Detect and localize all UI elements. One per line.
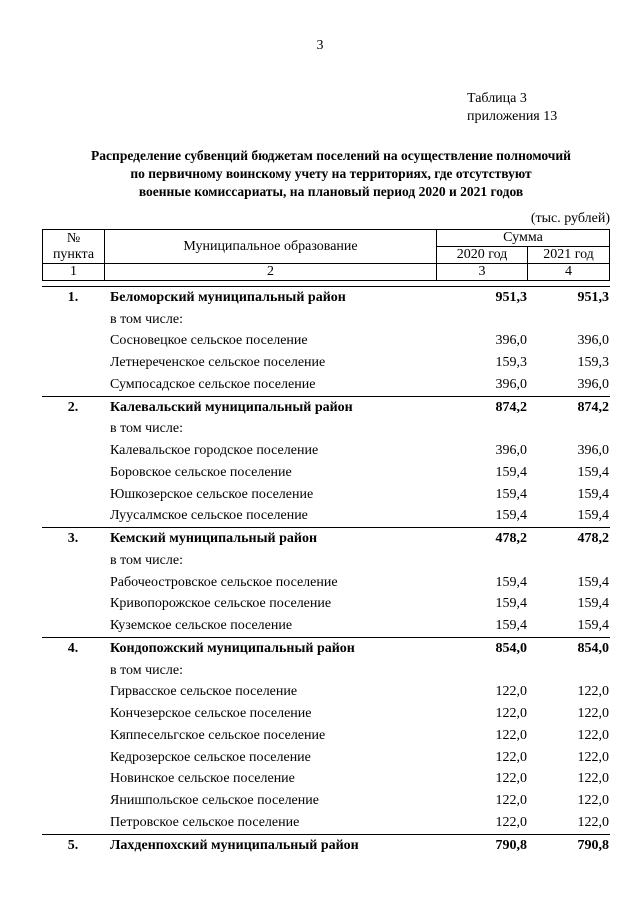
- row-value-2021: 122,0: [577, 684, 609, 700]
- table-row: [42, 769, 610, 791]
- appendix-label: приложения 13: [467, 109, 558, 124]
- row-number: [42, 812, 104, 834]
- row-number: [42, 484, 104, 506]
- title-line: Распределение субвенций бюджетам поселений на осуществление полномочий: [91, 148, 571, 163]
- row-name: Кривопорожское сельское поселение: [110, 596, 332, 612]
- row-value-2020: 874,2: [495, 399, 527, 415]
- column-index-1: 1: [43, 264, 105, 281]
- row-name: Калевальский муниципальный район: [110, 399, 353, 415]
- row-number: 4.: [67, 640, 79, 656]
- table-reference: [467, 90, 557, 126]
- row-value-2020: 951,3: [495, 289, 527, 305]
- row-value-2021: [529, 309, 610, 331]
- row-name: Луусалмское сельское поселение: [110, 508, 308, 524]
- row-value-2021: 159,3: [577, 355, 609, 371]
- column-index-2: 2: [105, 264, 437, 281]
- row-name: Петровское сельское поселение: [110, 814, 300, 830]
- row-name: Новинское сельское поселение: [110, 771, 295, 787]
- row-value-2020: [437, 550, 529, 572]
- title-line: по первичному воинскому учету на территориях, где отсутствуют: [130, 166, 532, 181]
- row-number: [42, 309, 104, 331]
- row-value-2021: 159,4: [577, 596, 609, 612]
- row-number: [42, 615, 104, 637]
- row-name: Кончезерское сельское поселение: [110, 706, 312, 722]
- row-number: [42, 419, 104, 441]
- row-value-2020: 396,0: [495, 333, 527, 349]
- row-name: Боровское сельское поселение: [110, 464, 292, 480]
- budget-table: [42, 286, 610, 857]
- row-value-2020: 396,0: [495, 376, 527, 392]
- row-value-2020: [437, 419, 529, 441]
- row-value-2020: 122,0: [495, 771, 527, 787]
- row-value-2020: 478,2: [495, 531, 527, 547]
- row-value-2021: 874,2: [577, 399, 609, 415]
- row-value-2021: 122,0: [577, 814, 609, 830]
- row-name: Янишпольское сельское поселение: [110, 793, 319, 809]
- header-num-symbol: №: [66, 230, 81, 246]
- row-value-2020: 122,0: [495, 793, 527, 809]
- row-name: Рабочеостровское сельское поселение: [110, 574, 338, 590]
- row-value-2020: 159,4: [495, 464, 527, 480]
- table-row: [42, 812, 610, 834]
- row-value-2020: 122,0: [495, 727, 527, 743]
- table-row: [42, 309, 610, 331]
- header-year-2021: 2021 год: [528, 247, 610, 264]
- row-name: Юшкозерское сельское поселение: [110, 486, 314, 502]
- row-number: 2.: [67, 399, 79, 415]
- row-value-2021: [529, 660, 610, 682]
- row-number: [42, 331, 104, 353]
- table-row: [42, 331, 610, 353]
- row-number: [42, 682, 104, 704]
- row-value-2021: 122,0: [577, 749, 609, 765]
- table-row: [42, 790, 610, 812]
- row-value-2020: 854,0: [495, 640, 527, 656]
- table-row: [42, 484, 610, 506]
- table-row: [42, 638, 610, 660]
- row-number: [42, 594, 104, 616]
- row-name: Куземское сельское поселение: [110, 618, 293, 634]
- row-number: 1.: [67, 289, 79, 305]
- row-value-2020: 159,4: [495, 596, 527, 612]
- table-row: [42, 660, 610, 682]
- row-number: [42, 352, 104, 374]
- row-name: Кяппесельгское сельское поселение: [110, 727, 326, 743]
- row-number: [42, 550, 104, 572]
- row-value-2020: 122,0: [495, 706, 527, 722]
- row-value-2020: 396,0: [495, 443, 527, 459]
- row-number: [42, 725, 104, 747]
- row-value-2021: 478,2: [577, 531, 609, 547]
- row-value-2021: 790,8: [577, 837, 609, 853]
- table-header: [42, 229, 610, 281]
- row-number: [42, 506, 104, 528]
- row-value-2021: 122,0: [577, 771, 609, 787]
- table-row: [42, 834, 610, 856]
- row-name: Кемский муниципальный район: [110, 531, 318, 547]
- row-value-2021: 854,0: [577, 640, 609, 656]
- row-value-2020: 122,0: [495, 814, 527, 830]
- row-value-2020: 159,4: [495, 508, 527, 524]
- row-number: [42, 660, 104, 682]
- row-number: 5.: [67, 837, 79, 853]
- table-row: [42, 594, 610, 616]
- row-value-2020: 159,4: [495, 486, 527, 502]
- row-value-2021: 951,3: [577, 289, 609, 305]
- row-value-2021: 159,4: [577, 464, 609, 480]
- row-value-2021: 122,0: [577, 727, 609, 743]
- row-value-2021: 159,4: [577, 486, 609, 502]
- row-value-2020: [437, 660, 529, 682]
- row-value-2020: 159,4: [495, 618, 527, 634]
- row-value-2020: [437, 309, 529, 331]
- table-label: Таблица 3: [467, 91, 527, 106]
- row-value-2020: 122,0: [495, 749, 527, 765]
- row-value-2021: 396,0: [577, 376, 609, 392]
- row-value-2021: 396,0: [577, 443, 609, 459]
- row-name: в том числе:: [110, 421, 183, 437]
- header-year-2020: 2020 год: [437, 247, 528, 264]
- row-value-2020: 159,4: [495, 574, 527, 590]
- row-number: 3.: [67, 531, 79, 547]
- row-value-2020: 159,3: [495, 355, 527, 371]
- table-row: [42, 352, 610, 374]
- row-name: Беломорский муниципальный район: [110, 289, 346, 305]
- table-row: [42, 747, 610, 769]
- row-value-2021: 122,0: [577, 793, 609, 809]
- row-number: [42, 462, 104, 484]
- row-value-2021: 159,4: [577, 574, 609, 590]
- row-value-2021: 159,4: [577, 508, 609, 524]
- row-value-2021: [529, 419, 610, 441]
- row-name: Сосновецкое сельское поселение: [110, 333, 308, 349]
- row-number: [42, 374, 104, 396]
- column-index-4: 4: [528, 264, 610, 281]
- header-num-label: пункта: [52, 246, 95, 262]
- table-row: [42, 550, 610, 572]
- row-name: Кедрозерское сельское поселение: [110, 749, 311, 765]
- row-number: [42, 572, 104, 594]
- header-sum: Сумма: [437, 230, 610, 247]
- row-value-2021: [529, 550, 610, 572]
- row-name: Кондопожский муниципальный район: [110, 640, 355, 656]
- row-name: Калевальское городское поселение: [110, 443, 319, 459]
- table-row: [42, 396, 610, 418]
- table-row: [42, 462, 610, 484]
- row-number: [42, 769, 104, 791]
- row-value-2020: 122,0: [495, 684, 527, 700]
- row-value-2021: 159,4: [577, 618, 609, 634]
- page-number: 3: [316, 38, 324, 53]
- row-value-2020: 790,8: [495, 837, 527, 853]
- row-number: [42, 790, 104, 812]
- units-label: (тыс. рублей): [530, 211, 610, 226]
- header-num: [43, 230, 105, 264]
- table-row: [42, 725, 610, 747]
- table-row: [42, 682, 610, 704]
- table-row: [42, 528, 610, 550]
- row-number: [42, 747, 104, 769]
- row-number: [42, 440, 104, 462]
- table-row: [42, 374, 610, 396]
- title-line: военные комиссариаты, на плановый период 2020 и 2021 годов: [138, 184, 524, 199]
- row-name: в том числе:: [110, 311, 183, 327]
- table-row: [42, 419, 610, 441]
- row-value-2021: 122,0: [577, 706, 609, 722]
- row-name: в том числе:: [110, 662, 183, 678]
- header-name: Муниципальное образование: [105, 230, 437, 264]
- table-row: [42, 287, 610, 309]
- row-number: [42, 703, 104, 725]
- row-name: Летнереченское сельское поселение: [110, 355, 326, 371]
- column-index-3: 3: [437, 264, 528, 281]
- row-value-2021: 396,0: [577, 333, 609, 349]
- row-name: Гирвасское сельское поселение: [110, 684, 298, 700]
- row-name: Сумпосадское сельское поселение: [110, 376, 316, 392]
- row-name: в том числе:: [110, 552, 183, 568]
- table-row: [42, 703, 610, 725]
- table-row: [42, 572, 610, 594]
- row-name: Лахденпохский муниципальный район: [110, 837, 359, 853]
- table-row: [42, 506, 610, 528]
- document-title: [40, 147, 622, 201]
- table-row: [42, 440, 610, 462]
- table-row: [42, 615, 610, 637]
